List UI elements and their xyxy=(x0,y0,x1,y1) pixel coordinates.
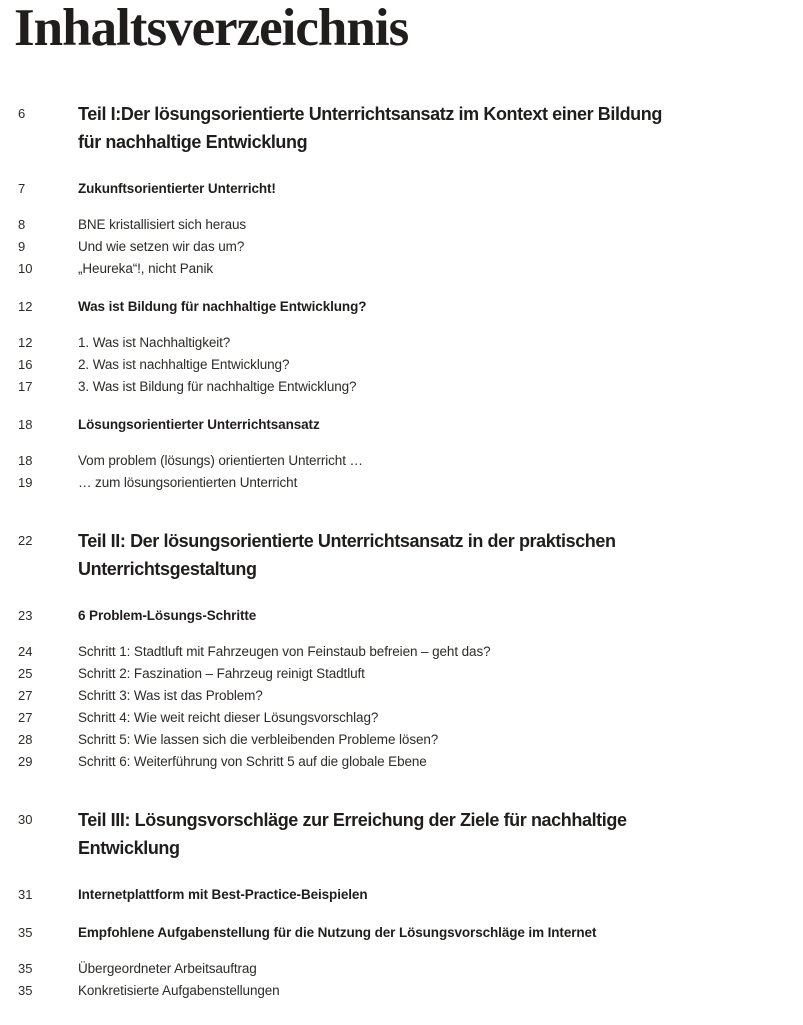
toc-entry-title xyxy=(78,258,783,280)
toc-entry-section xyxy=(0,296,803,318)
toc-entry-item xyxy=(0,376,803,398)
toc-page-number: 19 xyxy=(18,475,33,490)
toc-entry-title xyxy=(78,236,783,258)
toc-entry-title xyxy=(78,605,783,627)
toc-page-number: 27 xyxy=(18,688,33,703)
toc-entry-section xyxy=(0,884,803,906)
toc-entry-section xyxy=(0,178,803,200)
toc-entry-title-line: Unterrichtsgestaltung xyxy=(78,559,257,579)
toc-entry-title xyxy=(78,414,783,436)
toc-entry-title-line: 6 Problem-Lösungs-Schritte xyxy=(78,608,257,623)
toc-entry-section xyxy=(0,414,803,436)
toc-entry-item xyxy=(0,214,803,236)
toc-entry-title xyxy=(78,472,783,494)
toc-page-number: 10 xyxy=(18,261,33,276)
toc-page-number: 12 xyxy=(18,335,33,350)
toc-page-number: 30 xyxy=(18,812,33,827)
toc-entry-title-line: Teil II: Der lösungsorientierte Unterrichtsansatz in der praktischen xyxy=(78,531,616,551)
toc-page-number: 28 xyxy=(18,732,33,747)
toc-entry-title-line: Schritt 2: Faszination – Fahrzeug reinigt Stadtluft xyxy=(78,666,365,681)
toc-entry-title xyxy=(78,980,783,1002)
toc-page-number: 25 xyxy=(18,666,33,681)
toc-entry-title xyxy=(78,641,783,663)
toc-entry-title xyxy=(78,958,783,980)
toc-entry-title xyxy=(78,751,783,773)
toc-entry-title-line: Schritt 1: Stadtluft mit Fahrzeugen von Feinstaub befreien – geht das? xyxy=(78,644,491,659)
toc-entry-section xyxy=(0,605,803,627)
toc-entry-title-line: 1. Was ist Nachhaltigkeit? xyxy=(78,335,231,350)
table-of-contents xyxy=(0,100,803,1002)
toc-entry-title-line: Konkretisierte Aufgabenstellungen xyxy=(78,983,280,998)
toc-entry-item xyxy=(0,332,803,354)
toc-entry-item xyxy=(0,472,803,494)
toc-entry-section xyxy=(0,922,803,944)
toc-page xyxy=(0,2,803,1025)
toc-entry-title xyxy=(78,450,783,472)
toc-page-number: 31 xyxy=(18,887,33,902)
toc-entry-title xyxy=(78,332,783,354)
toc-entry-title-line: Zukunftsorientierter Unterricht! xyxy=(78,181,276,196)
toc-entry-title-line: Übergeordneter Arbeitsauftrag xyxy=(78,961,257,976)
toc-page-number: 6 xyxy=(18,106,26,121)
toc-entry-title-line: 3. Was ist Bildung für nachhaltige Entwicklung? xyxy=(78,379,357,394)
toc-page-number: 16 xyxy=(18,357,33,372)
toc-entry-item xyxy=(0,751,803,773)
toc-entry-title-line: Empfohlene Aufgabenstellung für die Nutzung der Lösungsvorschläge im Internet xyxy=(78,925,597,940)
toc-entry-item xyxy=(0,707,803,729)
toc-entry-title-line: Schritt 6: Weiterführung von Schritt 5 auf die globale Ebene xyxy=(78,754,427,769)
toc-entry-title-line: Teil I:Der lösungsorientierte Unterrichtsansatz im Kontext einer Bildung xyxy=(78,104,662,124)
page-title: Inhaltsverzeichnis xyxy=(14,0,409,57)
toc-entry-title-line: für nachhaltige Entwicklung xyxy=(78,132,308,152)
toc-page-number: 35 xyxy=(18,983,33,998)
toc-entry-title xyxy=(78,922,783,944)
toc-entry-item xyxy=(0,641,803,663)
toc-entry-title xyxy=(78,663,783,685)
toc-entry-title xyxy=(78,806,783,862)
toc-entry-item xyxy=(0,258,803,280)
toc-page-number: 24 xyxy=(18,644,33,659)
toc-entry-title-line: Und wie setzen wir das um? xyxy=(78,239,245,254)
toc-entry-title xyxy=(78,354,783,376)
toc-entry-title xyxy=(78,296,783,318)
toc-entry-title xyxy=(78,214,783,236)
toc-page-number: 29 xyxy=(18,754,33,769)
toc-entry-title-line: Teil III: Lösungsvorschläge zur Erreichung der Ziele für nachhaltige xyxy=(78,810,627,830)
toc-page-number: 23 xyxy=(18,608,33,623)
toc-entry-title xyxy=(78,685,783,707)
toc-page-number: 27 xyxy=(18,710,33,725)
toc-entry-title xyxy=(78,527,783,583)
toc-entry-title-line: BNE kristallisiert sich heraus xyxy=(78,217,247,232)
toc-page-number: 17 xyxy=(18,379,33,394)
toc-entry-title xyxy=(78,884,783,906)
toc-entry-title-line: Internetplattform mit Best-Practice-Beispielen xyxy=(78,887,368,902)
toc-entry-item xyxy=(0,663,803,685)
toc-entry-title-line: Schritt 4: Wie weit reicht dieser Lösungsvorschlag? xyxy=(78,710,379,725)
toc-page-number: 7 xyxy=(18,181,26,196)
toc-page-number: 18 xyxy=(18,453,33,468)
toc-entry-title-line: Lösungsorientierter Unterrichtsansatz xyxy=(78,417,320,432)
toc-entry-title-line: 2. Was ist nachhaltige Entwicklung? xyxy=(78,357,290,372)
toc-page-number: 8 xyxy=(18,217,26,232)
toc-entry-title-line: Was ist Bildung für nachhaltige Entwicklung? xyxy=(78,299,367,314)
toc-entry-title-line: … zum lösungsorientierten Unterricht xyxy=(78,475,298,490)
toc-entry-item xyxy=(0,236,803,258)
toc-page-number: 9 xyxy=(18,239,26,254)
toc-page-number: 12 xyxy=(18,299,33,314)
toc-entry-title-line: Vom problem (lösungs) orientierten Unterricht … xyxy=(78,453,363,468)
toc-page-number: 35 xyxy=(18,925,33,940)
toc-entry-part xyxy=(0,806,803,862)
toc-entry-title xyxy=(78,376,783,398)
toc-page-number: 22 xyxy=(18,533,33,548)
toc-entry-item xyxy=(0,450,803,472)
toc-entry-title xyxy=(78,100,783,156)
toc-entry-title-line: Entwicklung xyxy=(78,838,180,858)
toc-entry-title-line: „Heureka“!, nicht Panik xyxy=(78,261,214,276)
toc-entry-part xyxy=(0,527,803,583)
toc-entry-item xyxy=(0,958,803,980)
toc-entry-item xyxy=(0,729,803,751)
toc-entry-item xyxy=(0,980,803,1002)
toc-entry-part xyxy=(0,100,803,156)
toc-page-number: 35 xyxy=(18,961,33,976)
toc-entry-title-line: Schritt 5: Wie lassen sich die verbleibenden Probleme lösen? xyxy=(78,732,439,747)
toc-entry-title-line: Schritt 3: Was ist das Problem? xyxy=(78,688,263,703)
toc-entry-item xyxy=(0,354,803,376)
toc-entry-title xyxy=(78,707,783,729)
toc-page-number: 18 xyxy=(18,417,33,432)
toc-entry-title xyxy=(78,178,783,200)
toc-entry-item xyxy=(0,685,803,707)
toc-entry-title xyxy=(78,729,783,751)
